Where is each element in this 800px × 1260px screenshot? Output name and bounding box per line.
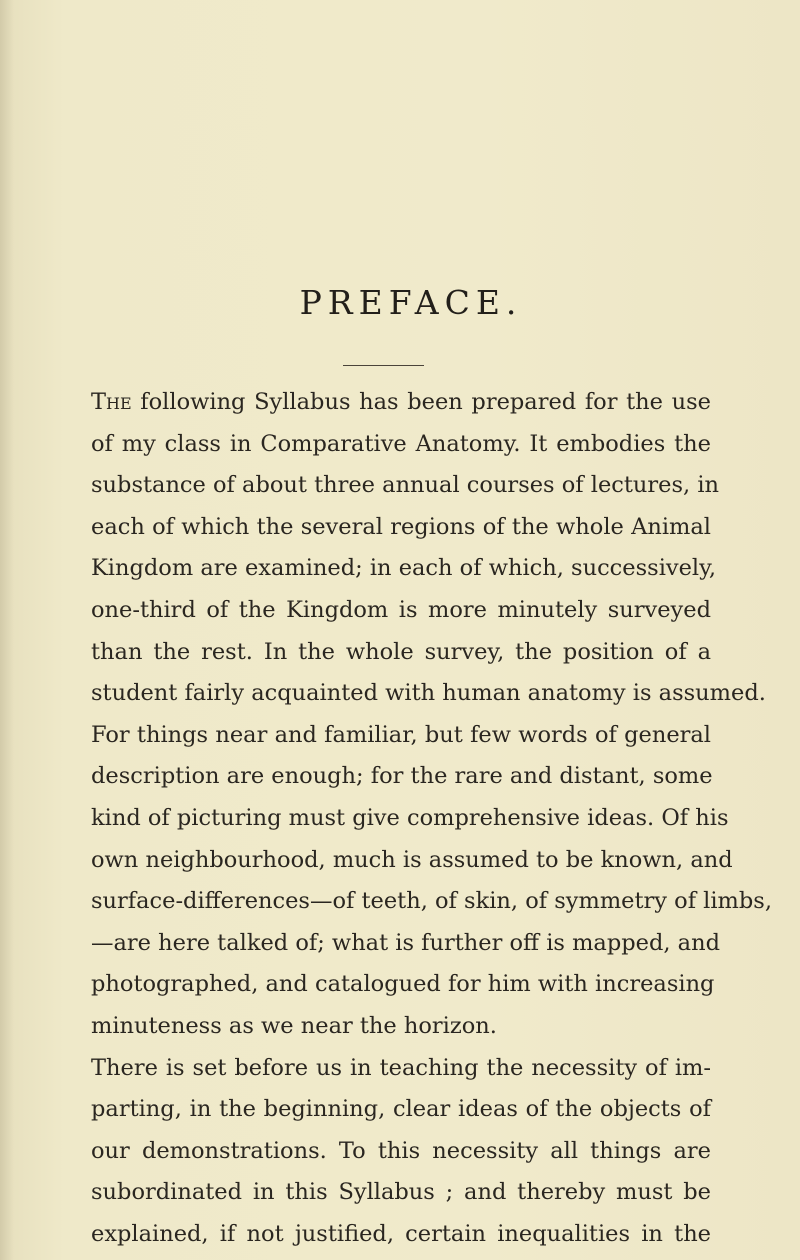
- text-line: than the rest. In the whole survey, the position of a: [91, 638, 711, 665]
- text-line: Kingdom are examined; in each of which, successively,: [91, 555, 716, 582]
- preface-body: [91, 382, 772, 1255]
- text-line: our demonstrations. To this necessity all things are: [91, 1137, 711, 1164]
- first-line-rest: following Syllabus has been prepared for the use: [131, 389, 711, 415]
- text-line: minuteness as we near the horizon.: [91, 1012, 497, 1039]
- title-rule: [343, 365, 424, 366]
- text-line: subordinated in this Syllabus ; and thereby must be: [91, 1179, 711, 1206]
- text-line: of my class in Comparative Anatomy. It embodies the: [91, 430, 711, 457]
- text-line: substance of about three annual courses of lectures, in: [91, 472, 720, 499]
- text-line: student fairly acquainted with human anatomy is assumed.: [91, 680, 766, 707]
- text-line: kind of picturing must give comprehensive ideas. Of his: [91, 804, 729, 831]
- text-line: description are enough; for the rare and distant, some: [91, 763, 713, 790]
- text-line: explained, if not justified, certain inequalities in the: [91, 1220, 711, 1247]
- text-line: each of which the several regions of the whole Animal: [91, 513, 711, 540]
- text-line: own neighbourhood, much is assumed to be known, and: [91, 846, 733, 873]
- page-edge-shadow: [0, 0, 14, 1260]
- page-title: PREFACE.: [299, 283, 523, 322]
- lead-word: The: [91, 389, 132, 415]
- text-line: photographed, and catalogued for him with increasing: [91, 971, 715, 998]
- text-line: one-third of the Kingdom is more minutely surveyed: [91, 596, 711, 623]
- text-line: [91, 382, 711, 424]
- text-line: There is set before us in teaching the necessity of im-: [91, 1054, 711, 1081]
- text-line: For things near and familiar, but few words of general: [91, 721, 711, 748]
- text-line: surface-differences—of teeth, of skin, of symmetry of limbs,: [91, 888, 772, 915]
- text-line: —are here talked of; what is further off is mapped, and: [91, 929, 720, 956]
- text-line: parting, in the beginning, clear ideas of the objects of: [91, 1096, 711, 1123]
